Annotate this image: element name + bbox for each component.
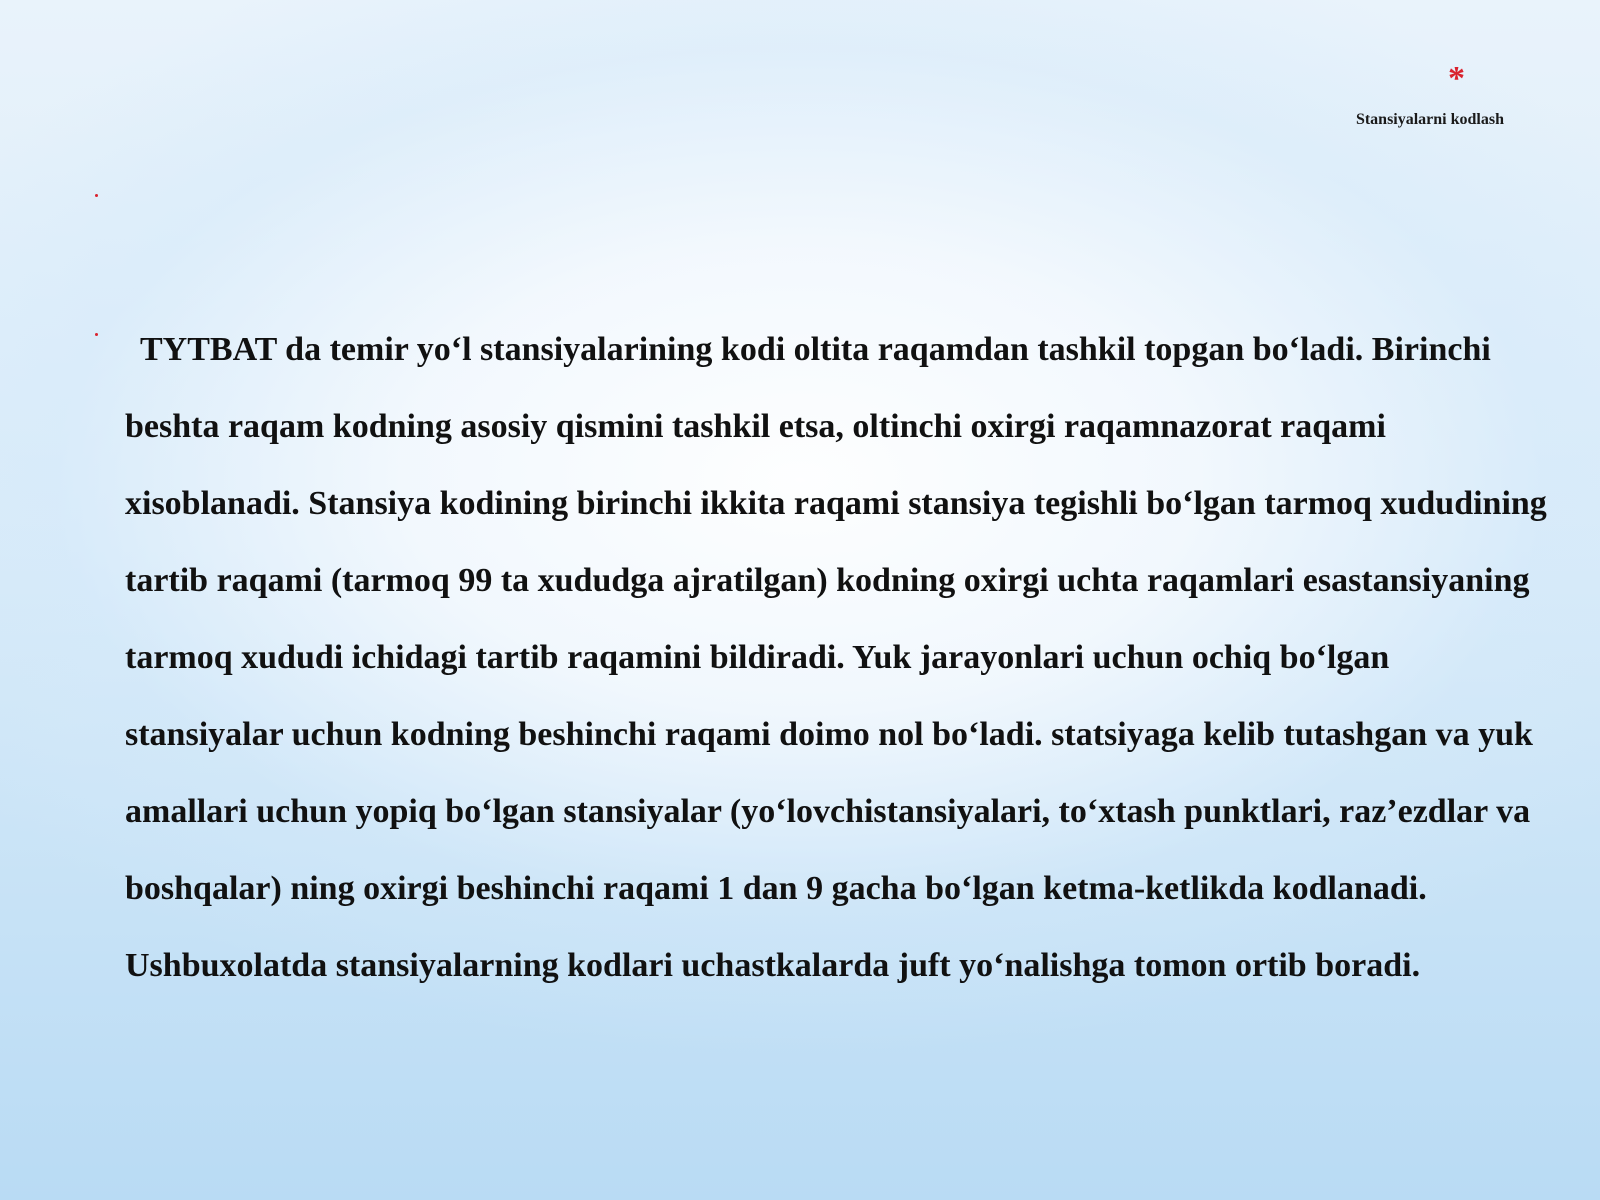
bullet-dot-icon xyxy=(95,333,98,336)
slide-title: Stansiyalarni kodlash xyxy=(1355,111,1504,128)
body-paragraph: TYTBAT da temir yo‘l stansiyalarining kodi oltita raqamdan tashkil topgan bo‘ladi. Birinchi beshta raqam kodning asosiy qismini tashkil etsa, oltinchi oxirgi raqamnazorat raqami xisoblanadi. Stansiya kodining birinchi ikkita raqami stansiya tegishli bo‘lgan tarmoq xududining tartib raqami (tarmoq 99 ta xududga ajratilgan) kodning oxirgi uchta raqamlari esastansiyaning tarmoq xududi ichidagi tartib raqamini bildiradi. Yuk jarayonlari uchun ochiq bo‘lgan stansiyalar uchun kodning beshinchi raqami doimo nol bo‘ladi. statsiyaga kelib tutashgan va yuk amallari uchun yopiq bo‘lgan stansiyalar (yo‘lovchistansiyalari, to‘xtash punktlari, raz’ezdlar va boshqalar) ning oxirgi beshinchi raqami 1 dan 9 gacha bo‘lgan ketma-ketlikda kodlanadi. Ushbuxolatda stansiyalarning kodlari uchastkalarda juft yo‘nalishga tomon ortib boradi. xyxy=(125,331,1547,984)
bullet-dot-icon xyxy=(95,194,98,197)
asterisk-icon: * xyxy=(1448,60,1465,97)
